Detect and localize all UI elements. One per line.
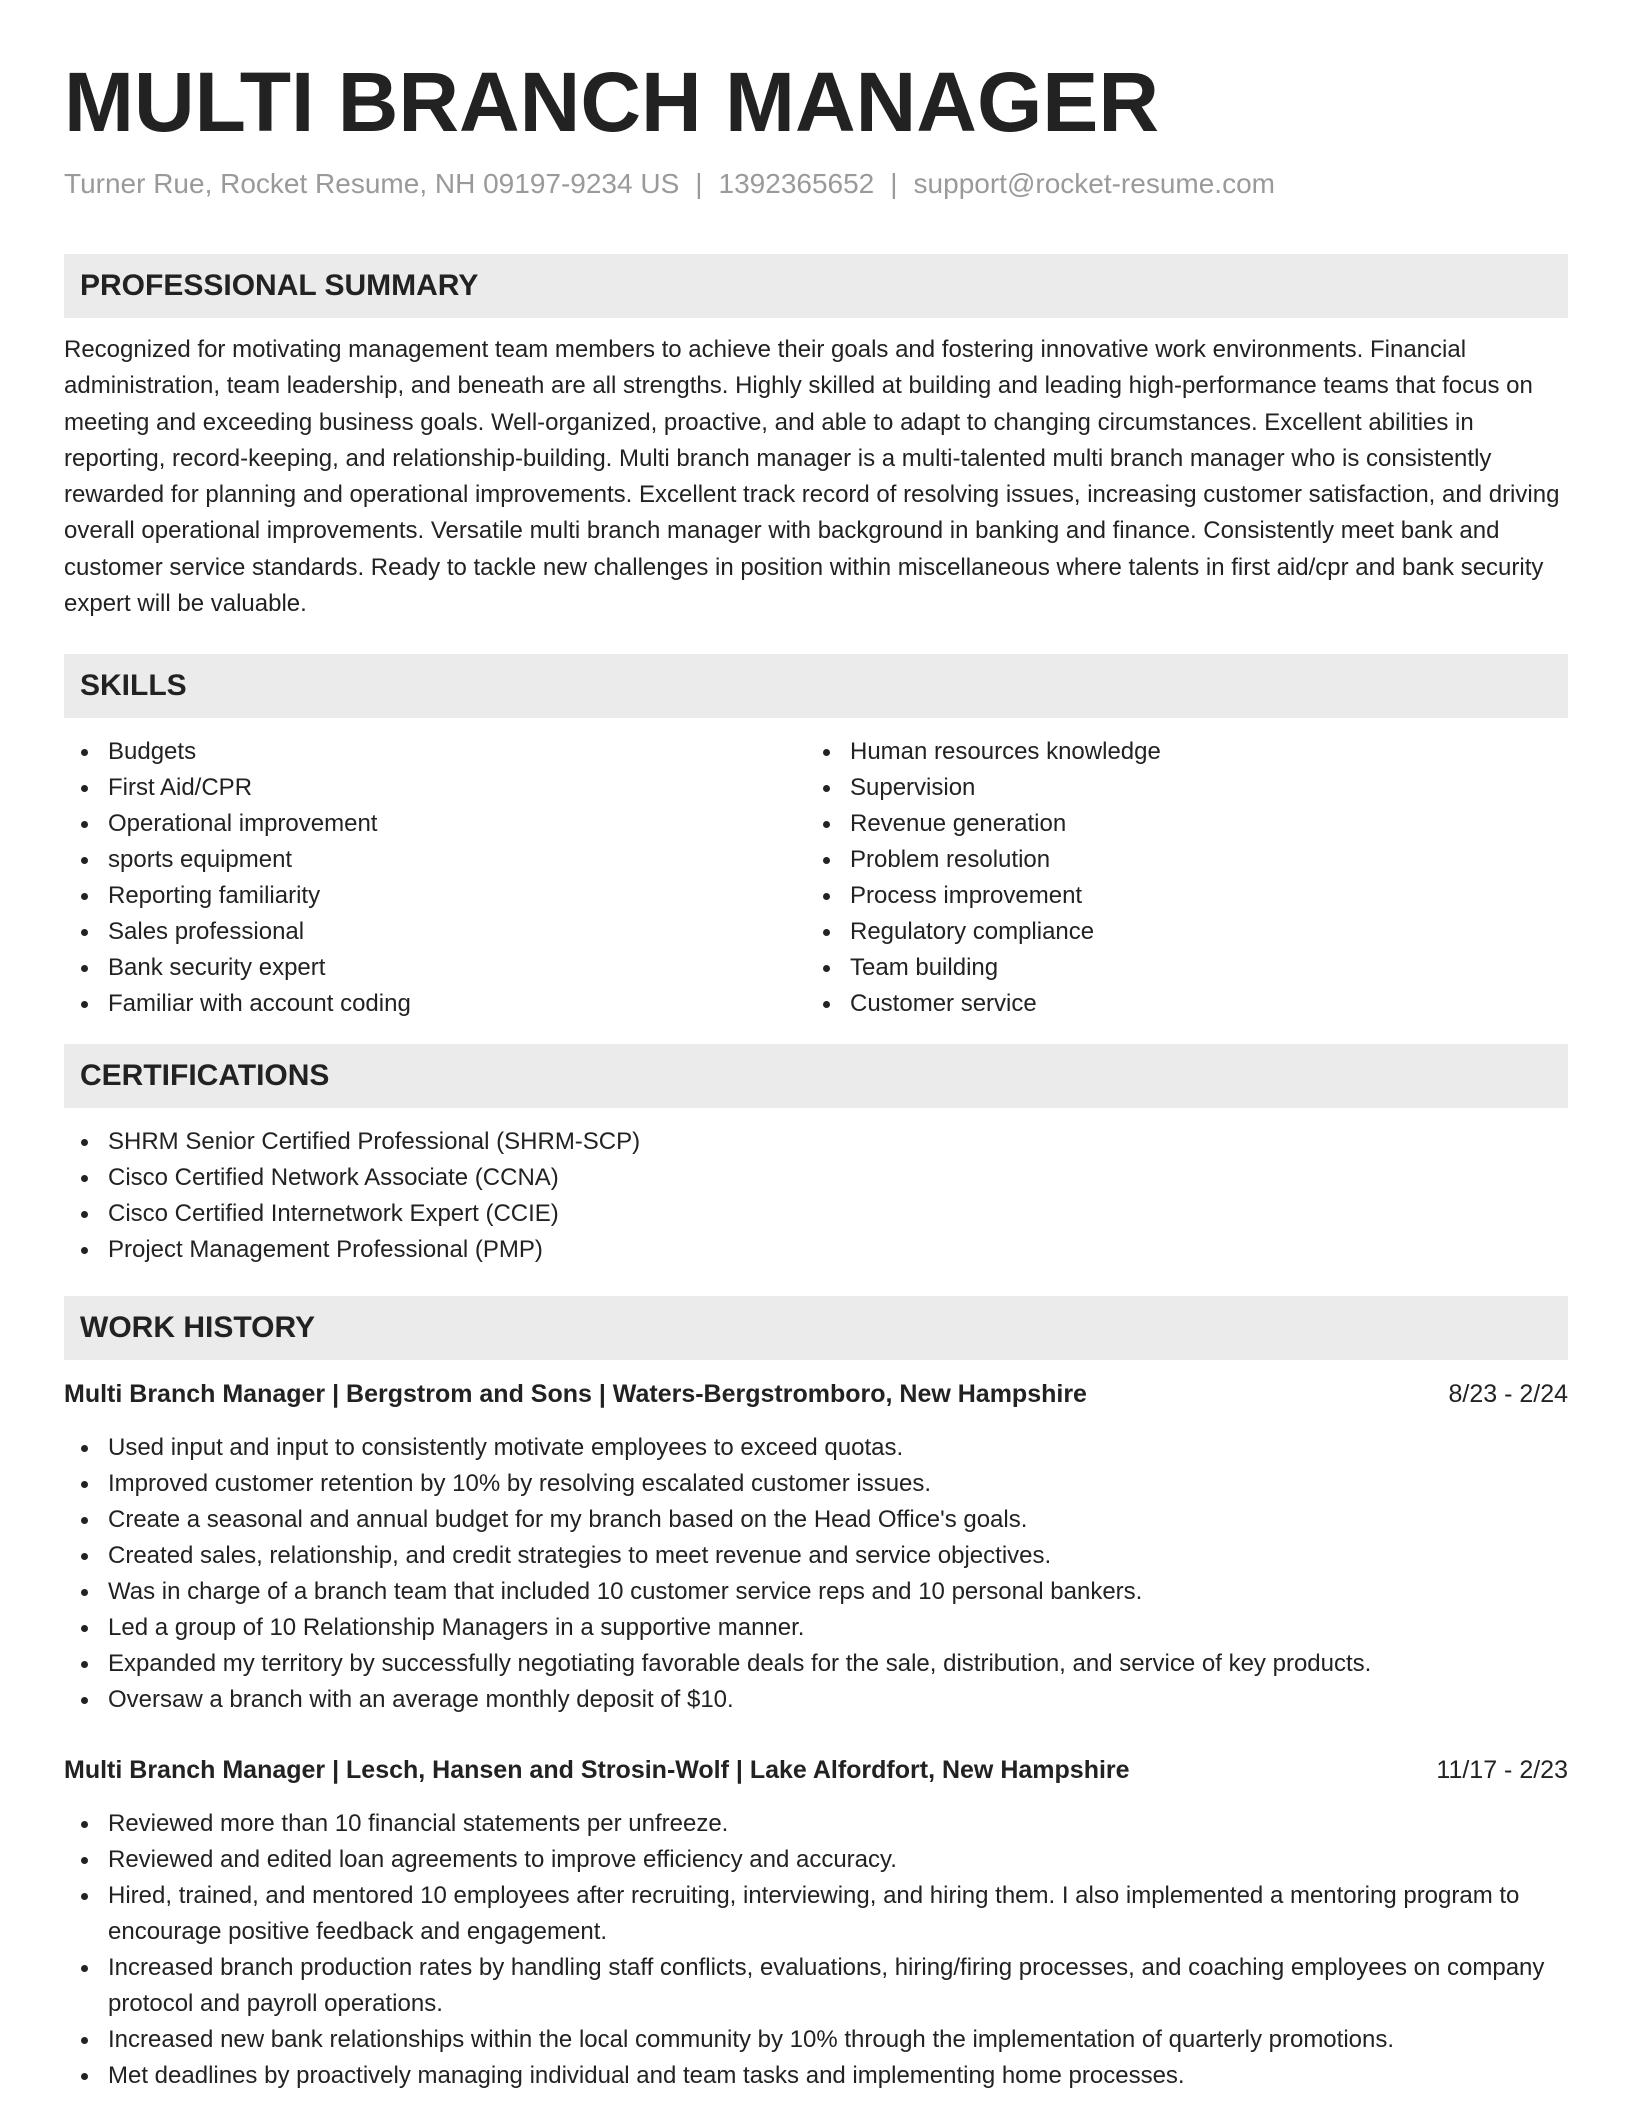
section-header-work-history: WORK HISTORY — [64, 1296, 1568, 1360]
summary-text: Recognized for motivating management team members to achieve their goals and fostering innovative work environments. Financial administration, team leadership, and beneath are all strengths. Highly skilled at building and leading high-performance teams that focus on meeting and exceeding business goals. Well-organized, proactive, and able to adapt to changing circumstances. Excellent abilities in reporting, record-keeping, and relationship-building. Multi branch manager is a multi-talented multi branch manager who is consistently rewarded for planning and operational improvements. Excellent track record of resolving issues, increasing customer satisfaction, and driving overall operational improvements. Versatile multi branch manager with background in banking and finance. Consistently meet bank and customer service standards. Ready to tackle new challenges in position within miscellaneous where talents in first aid/cpr and bank security expert will be valuable. — [64, 336, 1560, 618]
skill-item: Sales professional — [64, 914, 806, 950]
job-bullet: Create a seasonal and annual budget for my branch based on the Head Office's goals. — [64, 1502, 1568, 1538]
certification-item: Cisco Certified Internetwork Expert (CCIE) — [64, 1196, 1568, 1232]
skill-item: Reporting familiarity — [64, 878, 806, 914]
job-heading-row — [64, 1752, 1568, 1788]
job-bullet: Reviewed more than 10 financial statements per unfreeze. — [64, 1806, 1568, 1842]
skill-item: Regulatory compliance — [806, 914, 1548, 950]
job-bullet: Reviewed and edited loan agreements to improve efficiency and accuracy. — [64, 1842, 1568, 1878]
certification-item: SHRM Senior Certified Professional (SHRM-SCP) — [64, 1124, 1568, 1160]
skill-item: Operational improvement — [64, 806, 806, 842]
section-header-skills: SKILLS — [64, 654, 1568, 718]
skills-list-right — [806, 734, 1548, 1022]
job-dates: 8/23 - 2/24 — [1448, 1380, 1568, 1409]
skills-columns — [64, 734, 1568, 1022]
job-title: Multi Branch Manager | Lesch, Hansen and Strosin-Wolf | Lake Alfordfort, New Hampshire — [64, 1756, 1130, 1785]
job-bullet: Hired, trained, and mentored 10 employees after recruiting, interviewing, and hiring them. I also implemented a mentoring program to encourage positive feedback and engagement. — [64, 1878, 1568, 1950]
skill-item: Bank security expert — [64, 950, 806, 986]
job-bullets — [64, 1430, 1568, 1718]
job-heading-row — [64, 1376, 1568, 1412]
skill-item: Team building — [806, 950, 1548, 986]
certifications-list — [64, 1124, 1568, 1268]
skill-item: Human resources knowledge — [806, 734, 1548, 770]
skill-item: sports equipment — [64, 842, 806, 878]
contact-line — [64, 166, 1568, 202]
contact-email: support@rocket-resume.com — [913, 168, 1275, 199]
certification-item: Cisco Certified Network Associate (CCNA) — [64, 1160, 1568, 1196]
job-title: Multi Branch Manager | Bergstrom and Sons | Waters-Bergstromboro, New Hampshire — [64, 1380, 1087, 1409]
certification-item: Project Management Professional (PMP) — [64, 1232, 1568, 1268]
skill-item: Customer service — [806, 986, 1548, 1022]
section-header-summary: PROFESSIONAL SUMMARY — [64, 254, 1568, 318]
skill-item: Problem resolution — [806, 842, 1548, 878]
job-bullet: Was in charge of a branch team that included 10 customer service reps and 10 personal bankers. — [64, 1574, 1568, 1610]
job-bullet: Improved customer retention by 10% by resolving escalated customer issues. — [64, 1466, 1568, 1502]
job-bullet: Expanded my territory by successfully negotiating favorable deals for the sale, distribution, and service of key products. — [64, 1646, 1568, 1682]
skill-item: Revenue generation — [806, 806, 1548, 842]
contact-phone: 1392365652 — [718, 168, 875, 199]
skill-item: Supervision — [806, 770, 1548, 806]
section-header-certifications: CERTIFICATIONS — [64, 1044, 1568, 1108]
job-bullet: Increased new bank relationships within the local community by 10% through the implementation of quarterly promotions. — [64, 2022, 1568, 2058]
skill-item: Familiar with account coding — [64, 986, 806, 1022]
skill-item: First Aid/CPR — [64, 770, 806, 806]
job-bullet: Met deadlines by proactively managing individual and team tasks and implementing home processes. — [64, 2058, 1568, 2094]
job-bullet: Used input and input to consistently motivate employees to exceed quotas. — [64, 1430, 1568, 1466]
contact-separator: | — [890, 168, 898, 199]
job-bullet: Led a group of 10 Relationship Managers in a supportive manner. — [64, 1610, 1568, 1646]
skill-item: Budgets — [64, 734, 806, 770]
job-bullet: Increased branch production rates by handling staff conflicts, evaluations, hiring/firing processes, and coaching employees on company protocol and payroll operations. — [64, 1950, 1568, 2022]
contact-separator: | — [695, 168, 703, 199]
job-bullets — [64, 1806, 1568, 2094]
job-bullet: Created sales, relationship, and credit strategies to meet revenue and service objectives. — [64, 1538, 1568, 1574]
job-bullet: Oversaw a branch with an average monthly deposit of $10. — [64, 1682, 1568, 1718]
contact-address: Turner Rue, Rocket Resume, NH 09197-9234 US — [64, 168, 680, 199]
resume-title: MULTI BRANCH MANAGER — [64, 55, 1159, 149]
skill-item: Process improvement — [806, 878, 1548, 914]
job-dates: 11/17 - 2/23 — [1436, 1756, 1568, 1785]
skills-list-left — [64, 734, 806, 1022]
